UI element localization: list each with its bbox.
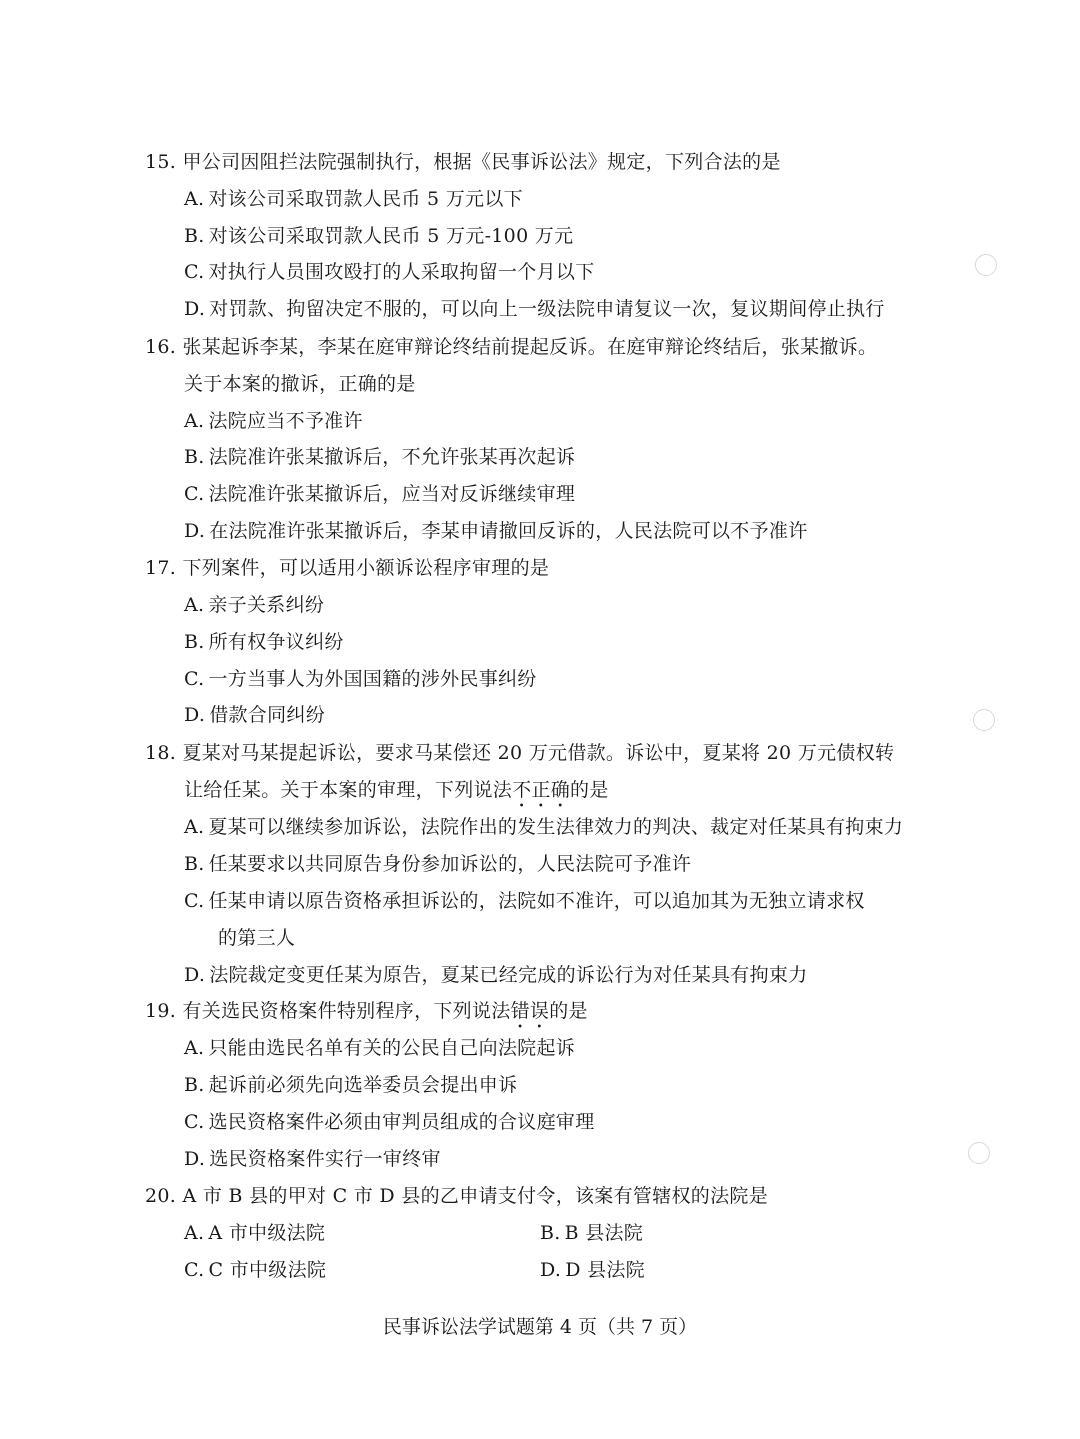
option-label: D. xyxy=(184,298,206,320)
option-text: 对罚款、拘留决定不服的，可以向上一级法院申请复议一次，复议期间停止执行 xyxy=(209,298,885,320)
option-text: 法院应当不予准许 xyxy=(208,410,363,432)
option-d xyxy=(184,297,885,321)
option-label: A. xyxy=(184,816,205,838)
option-b xyxy=(184,852,691,876)
option-c xyxy=(184,260,595,284)
page-footer: 民事诉讼法学试题第 4 页（共 7 页） xyxy=(382,1316,698,1338)
option-label: C. xyxy=(184,261,205,283)
option-text: 一方当事人为外国国籍的涉外民事纠纷 xyxy=(208,668,537,690)
option-text: 法院准许张某撤诉后，不允许张某再次起诉 xyxy=(208,446,576,468)
option-label: B. xyxy=(184,1074,205,1096)
option-label: B. xyxy=(184,631,205,653)
option-label: B. xyxy=(540,1222,561,1244)
option-label: A. xyxy=(184,594,205,616)
option-d xyxy=(184,1147,441,1171)
option-text: 亲子关系纠纷 xyxy=(208,594,325,616)
option-label: D. xyxy=(184,520,206,542)
option-c-continuation: 的第三人 xyxy=(218,927,296,949)
question-number: 17. xyxy=(145,557,177,579)
stem-text: A 市 B 县的甲对 C 市 D 县的乙申请支付令，该案有管辖权的法院是 xyxy=(182,1185,769,1207)
option-label: C. xyxy=(184,1259,205,1281)
option-text: 借款合同纠纷 xyxy=(209,704,326,726)
question-number: 19. xyxy=(145,1000,177,1022)
question-number: 15. xyxy=(145,151,177,173)
question-stem xyxy=(145,556,549,580)
option-text: B 县法院 xyxy=(564,1222,644,1244)
option-label: D. xyxy=(540,1259,562,1281)
option-label: A. xyxy=(184,1222,205,1244)
option-text: 选民资格案件必须由审判员组成的合议庭审理 xyxy=(208,1111,595,1133)
option-c xyxy=(184,1258,326,1282)
option-text: 只能由选民名单有关的公民自己向法院起诉 xyxy=(208,1037,576,1059)
option-label: B. xyxy=(184,446,205,468)
binding-hole-icon xyxy=(968,1142,990,1164)
question-stem xyxy=(145,999,588,1033)
option-label: C. xyxy=(184,668,205,690)
option-label: C. xyxy=(184,483,205,505)
stem-text: 让给任某。关于本案的审理，下列说法 xyxy=(184,779,513,801)
stem-text: 下列案件，可以适用小额诉讼程序审理的是 xyxy=(182,557,550,579)
option-label: A. xyxy=(184,1037,205,1059)
option-d xyxy=(184,963,808,987)
option-c xyxy=(184,1110,595,1134)
option-label: B. xyxy=(184,225,205,247)
stem-text: 张某起诉李某，李某在庭审辩论终结前提起反诉。在庭审辩论终结后，张某撤诉。 xyxy=(182,336,878,358)
option-b xyxy=(184,445,575,469)
option-text: C 市中级法院 xyxy=(208,1259,327,1281)
option-a xyxy=(184,187,523,211)
option-text: 法院准许张某撤诉后，应当对反诉继续审理 xyxy=(208,483,576,505)
option-d xyxy=(540,1258,645,1282)
option-text: 在法院准许张某撤诉后，李某申请撤回反诉的，人民法院可以不予准许 xyxy=(209,520,808,542)
option-text: 选民资格案件实行一审终审 xyxy=(209,1148,441,1170)
binding-hole-icon xyxy=(973,709,995,731)
stem-text: 的是 xyxy=(549,1000,588,1022)
option-label: A. xyxy=(184,188,205,210)
option-a xyxy=(184,1221,325,1245)
option-c xyxy=(184,889,865,913)
option-a xyxy=(184,815,903,839)
option-c xyxy=(184,667,537,691)
stem-text: 夏某对马某提起诉讼，要求马某偿还 20 万元借款。诉讼中，夏某将 20 万元债权转 xyxy=(182,742,895,764)
binding-hole-icon xyxy=(975,254,997,276)
question-stem xyxy=(145,741,894,765)
option-text: D 县法院 xyxy=(565,1259,645,1281)
question-stem xyxy=(145,1184,768,1208)
option-b xyxy=(184,1073,517,1097)
question-number: 18. xyxy=(145,742,177,764)
option-text: A 市中级法院 xyxy=(208,1222,326,1244)
option-a xyxy=(184,593,324,617)
stem-text: 甲公司因阻拦法院强制执行，根据《民事诉讼法》规定，下列合法的是 xyxy=(182,151,781,173)
option-a xyxy=(184,1036,575,1060)
option-text: 起诉前必须先向选举委员会提出申诉 xyxy=(208,1074,518,1096)
option-text: 对该公司采取罚款人民币 5 万元以下 xyxy=(208,188,523,210)
emphasized-text: 错误 xyxy=(510,1000,550,1022)
option-label: B. xyxy=(184,853,205,875)
question-number: 20. xyxy=(145,1185,177,1207)
option-text: 夏某可以继续参加诉讼，法院作出的发生法律效力的判决、裁定对任某具有拘束力 xyxy=(208,816,904,838)
option-text: 任某申请以原告资格承担诉讼的，法院如不准许，可以追加其为无独立请求权 xyxy=(208,890,865,912)
option-label: C. xyxy=(184,890,205,912)
option-d xyxy=(184,519,808,543)
option-label: C. xyxy=(184,1111,205,1133)
option-text: 任某要求以共同原告身份参加诉讼的，人民法院可予准许 xyxy=(208,853,692,875)
option-b xyxy=(184,630,344,654)
option-b xyxy=(540,1221,643,1245)
option-text: 对该公司采取罚款人民币 5 万元-100 万元 xyxy=(208,225,574,247)
question-stem xyxy=(145,335,877,359)
option-b xyxy=(184,224,573,248)
option-label: D. xyxy=(184,704,206,726)
stem-continuation xyxy=(184,778,609,812)
question-number: 16. xyxy=(145,336,177,358)
stem-text: 的是 xyxy=(570,779,609,801)
option-c xyxy=(184,482,575,506)
option-label: A. xyxy=(184,410,205,432)
option-text: 法院裁定变更任某为原告，夏某已经完成的诉讼行为对任某具有拘束力 xyxy=(209,964,808,986)
option-text: 所有权争议纠纷 xyxy=(208,631,344,653)
option-label: D. xyxy=(184,1148,206,1170)
option-a xyxy=(184,409,363,433)
option-d xyxy=(184,703,325,727)
question-stem xyxy=(145,150,781,174)
stem-text: 有关选民资格案件特别程序，下列说法 xyxy=(182,1000,511,1022)
option-text: 对执行人员围攻殴打的人采取拘留一个月以下 xyxy=(208,261,595,283)
option-label: D. xyxy=(184,964,206,986)
stem-continuation: 关于本案的撤诉，正确的是 xyxy=(184,373,416,395)
emphasized-text: 不正确 xyxy=(512,779,571,801)
